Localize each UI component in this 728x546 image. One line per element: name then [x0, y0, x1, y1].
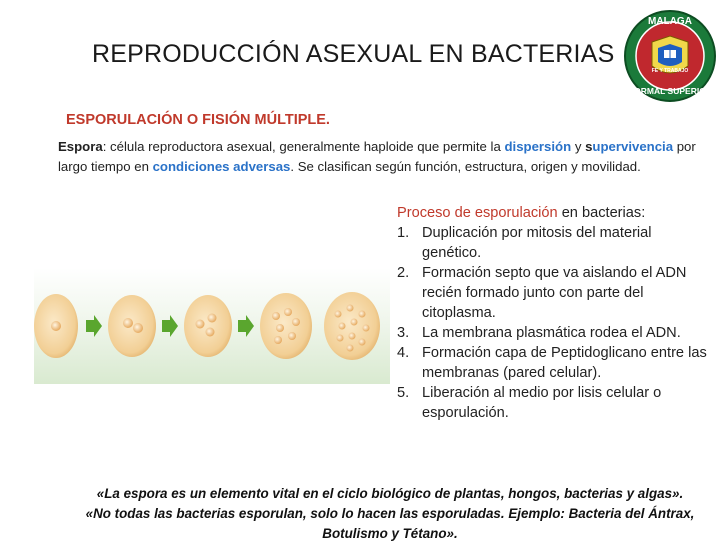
definition-highlight-supervivencia: upervivencia: [592, 139, 674, 154]
process-step: [397, 343, 707, 383]
section-subtitle: ESPORULACIÓN O FISIÓN MÚLTIPLE.: [66, 112, 330, 128]
step-text: Formación septo que va aislando el ADN recién formado junto con parte del citoplasma.: [422, 265, 687, 321]
sporulation-cells-illustration: [34, 268, 390, 384]
logo-motto: FE Y TRABAJO: [651, 68, 689, 74]
closing-quote: [60, 484, 720, 544]
process-step: [397, 223, 707, 263]
school-seal-logo: [622, 8, 718, 104]
step-text: Duplicación por mitosis del material genético.: [422, 225, 652, 261]
definition-highlight-dispersion: dispersión: [504, 139, 572, 154]
step-number: 2.: [397, 265, 410, 281]
sporulation-process: [397, 203, 707, 423]
definition-text-4: . Se clasifican según función, estructura, origen y movilidad.: [290, 159, 641, 174]
definition-text-2: y: [571, 139, 586, 154]
definition-highlight-condiciones: condiciones adversas: [152, 159, 291, 174]
cell-stage-5: [324, 292, 380, 360]
process-step: [397, 323, 707, 343]
logo-bottom-text: NORMAL SUPERIOR: [628, 86, 712, 96]
step-number: 5.: [397, 385, 410, 401]
process-heading: [397, 203, 707, 223]
step-text: Formación capa de Peptidoglicano entre las membranas (pared celular).: [422, 345, 707, 381]
definition-text-3: por largo tiempo en: [58, 139, 696, 174]
cell-stage-1: [34, 294, 78, 358]
step-number: 3.: [397, 325, 410, 341]
spore-definition: [58, 137, 706, 177]
process-step: [397, 263, 707, 323]
cell-stage-2: [108, 295, 156, 357]
quote-line-1: «La espora es un elemento vital en el ciclo biológico de plantas, hongos, bacterias y algas».: [96, 486, 684, 501]
definition-term: Espora: [58, 139, 103, 154]
cell-stage-3: [184, 295, 232, 357]
process-step: [397, 383, 707, 423]
definition-letter-s: s: [585, 139, 593, 154]
cell-stage-4: [260, 293, 312, 359]
process-heading-rest: en bacterias:: [557, 205, 646, 221]
step-text: Liberación al medio por lisis celular o esporulación.: [422, 385, 662, 421]
logo-top-text: MALAGA: [648, 16, 692, 27]
step-number: 1.: [397, 225, 410, 241]
step-text: La membrana plasmática rodea el ADN.: [422, 325, 681, 341]
process-heading-highlight: Proceso de esporulación: [397, 205, 558, 221]
quote-line-2: «No todas las bacterias esporulan, solo lo hacen las esporuladas. Ejemplo: Bacteria del Ántrax, Botulismo y Tétano».: [85, 506, 695, 541]
slide-title: REPRODUCCIÓN ASEXUAL EN BACTERIAS: [92, 40, 615, 68]
process-steps-list: [397, 223, 707, 423]
definition-text-1: : célula reproductora asexual, generalmente haploide que permite la: [102, 139, 505, 154]
step-number: 4.: [397, 345, 410, 361]
